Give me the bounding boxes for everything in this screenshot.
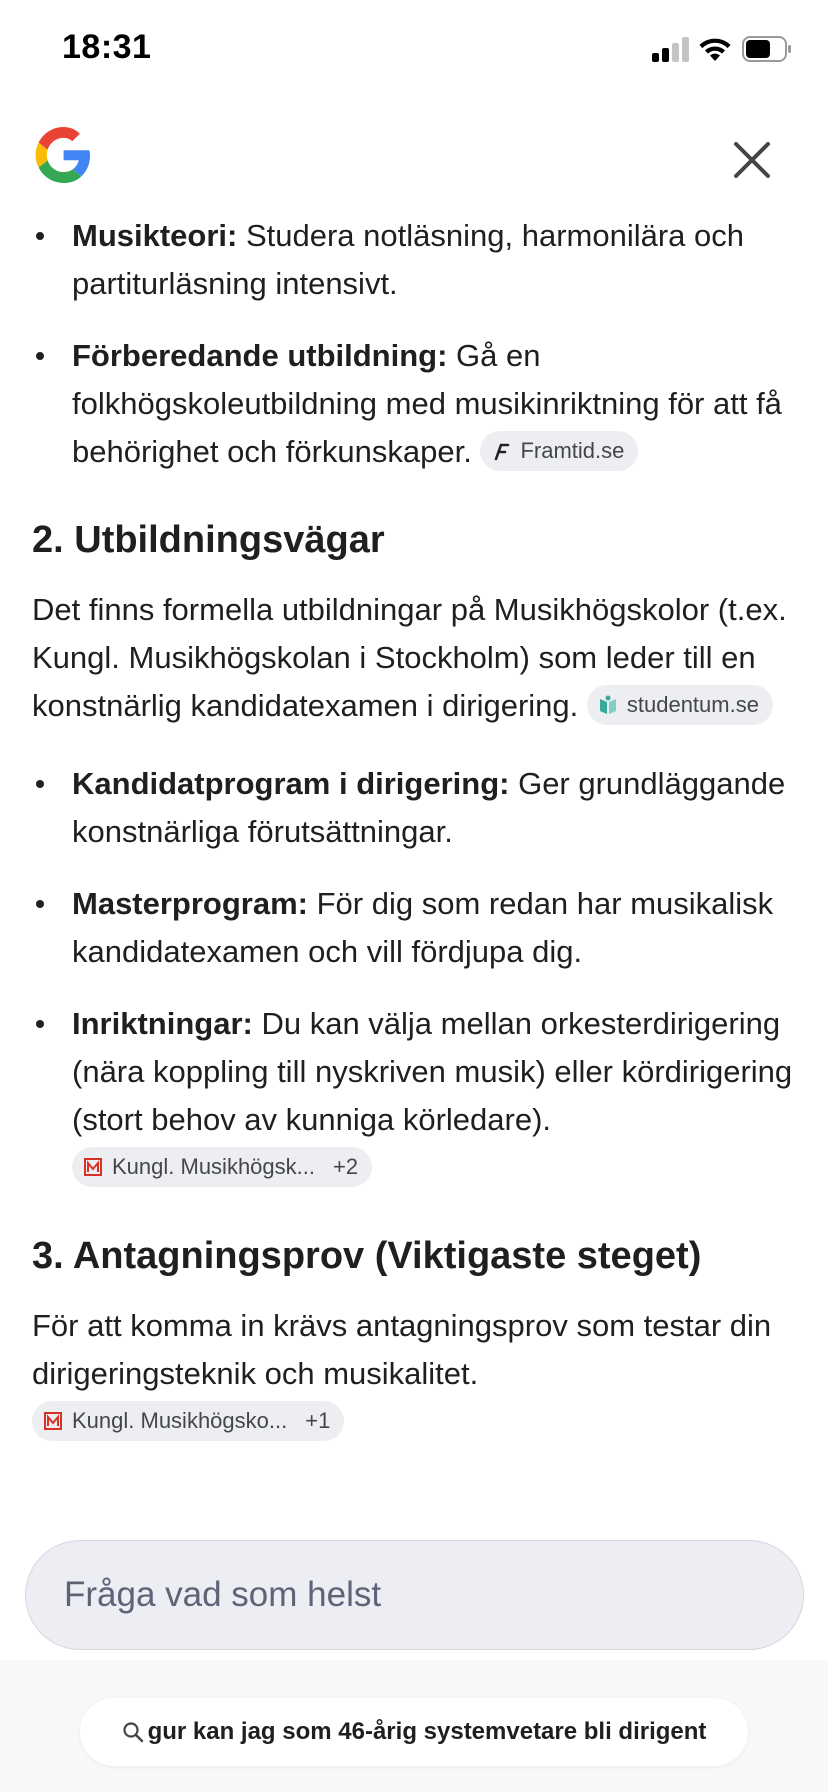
source-chip-kmh[interactable]: Kungl. Musikhögsk... +2	[72, 1147, 372, 1187]
source-chip-kmh-2[interactable]: Kungl. Musikhögsko... +1	[32, 1401, 344, 1441]
cellular-signal-icon	[652, 36, 692, 62]
kmh-icon	[82, 1156, 104, 1178]
framtid-icon	[490, 440, 512, 462]
section-heading-education: 2. Utbildningsvägar	[32, 519, 385, 561]
list-item: Förberedande utbildning: Gå en folkhögskoleutbildning med musikinriktning för att få behörighet och förkunskaper. Framtid.se	[32, 332, 796, 476]
content-fade	[0, 1478, 828, 1518]
section-heading-admission: 3. Antagningsprov (Viktigaste steget)	[32, 1235, 702, 1277]
section-paragraph-education: Det finns formella utbildningar på Musikhögskolor (t.ex. Kungl. Musikhögskolan i Stockholm) som leder till en konstnärlig kandidatexamen i dirigering. studentum.se	[32, 592, 787, 723]
answer-content	[0, 212, 828, 1515]
kmh-icon	[42, 1410, 64, 1432]
list-item: Kandidatprogram i dirigering: Ger grundläggande konstnärliga förutsättningar.	[32, 760, 796, 856]
wifi-icon	[697, 34, 733, 62]
query-text: gur kan jag som 46-årig systemvetare bli dirigent	[147, 1718, 707, 1745]
status-bar	[0, 0, 828, 100]
close-button[interactable]	[728, 136, 776, 184]
ask-input[interactable]	[64, 1567, 754, 1623]
list-item: Inriktningar: Du kan välja mellan orkesterdirigering (nära koppling till nyskriven musik) eller kördirigering (stort behov av kunniga körledare). Kungl. Musikhögsk... +2	[32, 1000, 796, 1192]
query-pill[interactable]	[80, 1698, 748, 1766]
list-item: Musikteori: Studera notläsning, harmonilära och partiturläsning intensivt.	[32, 212, 796, 308]
studentum-icon	[597, 694, 619, 716]
source-chip-framtid[interactable]: Framtid.se	[480, 431, 638, 471]
bullet-list-prerequisites	[32, 212, 796, 476]
source-chip-studentum[interactable]: studentum.se	[587, 685, 773, 725]
battery-icon	[742, 36, 792, 62]
bullet-list-programs	[32, 760, 796, 1192]
section-paragraph-admission: För att komma in krävs antagningsprov som testar din dirigeringsteknik och musikalitet. Kungl. Musikhögsko... +1	[32, 1302, 796, 1446]
google-g-icon	[30, 122, 96, 188]
list-item: Masterprogram: För dig som redan har musikalisk kandidatexamen och vill fördjupa dig.	[32, 880, 796, 976]
search-icon	[122, 1721, 144, 1743]
ask-box[interactable]	[25, 1540, 804, 1650]
status-time: 18:31	[62, 28, 152, 66]
